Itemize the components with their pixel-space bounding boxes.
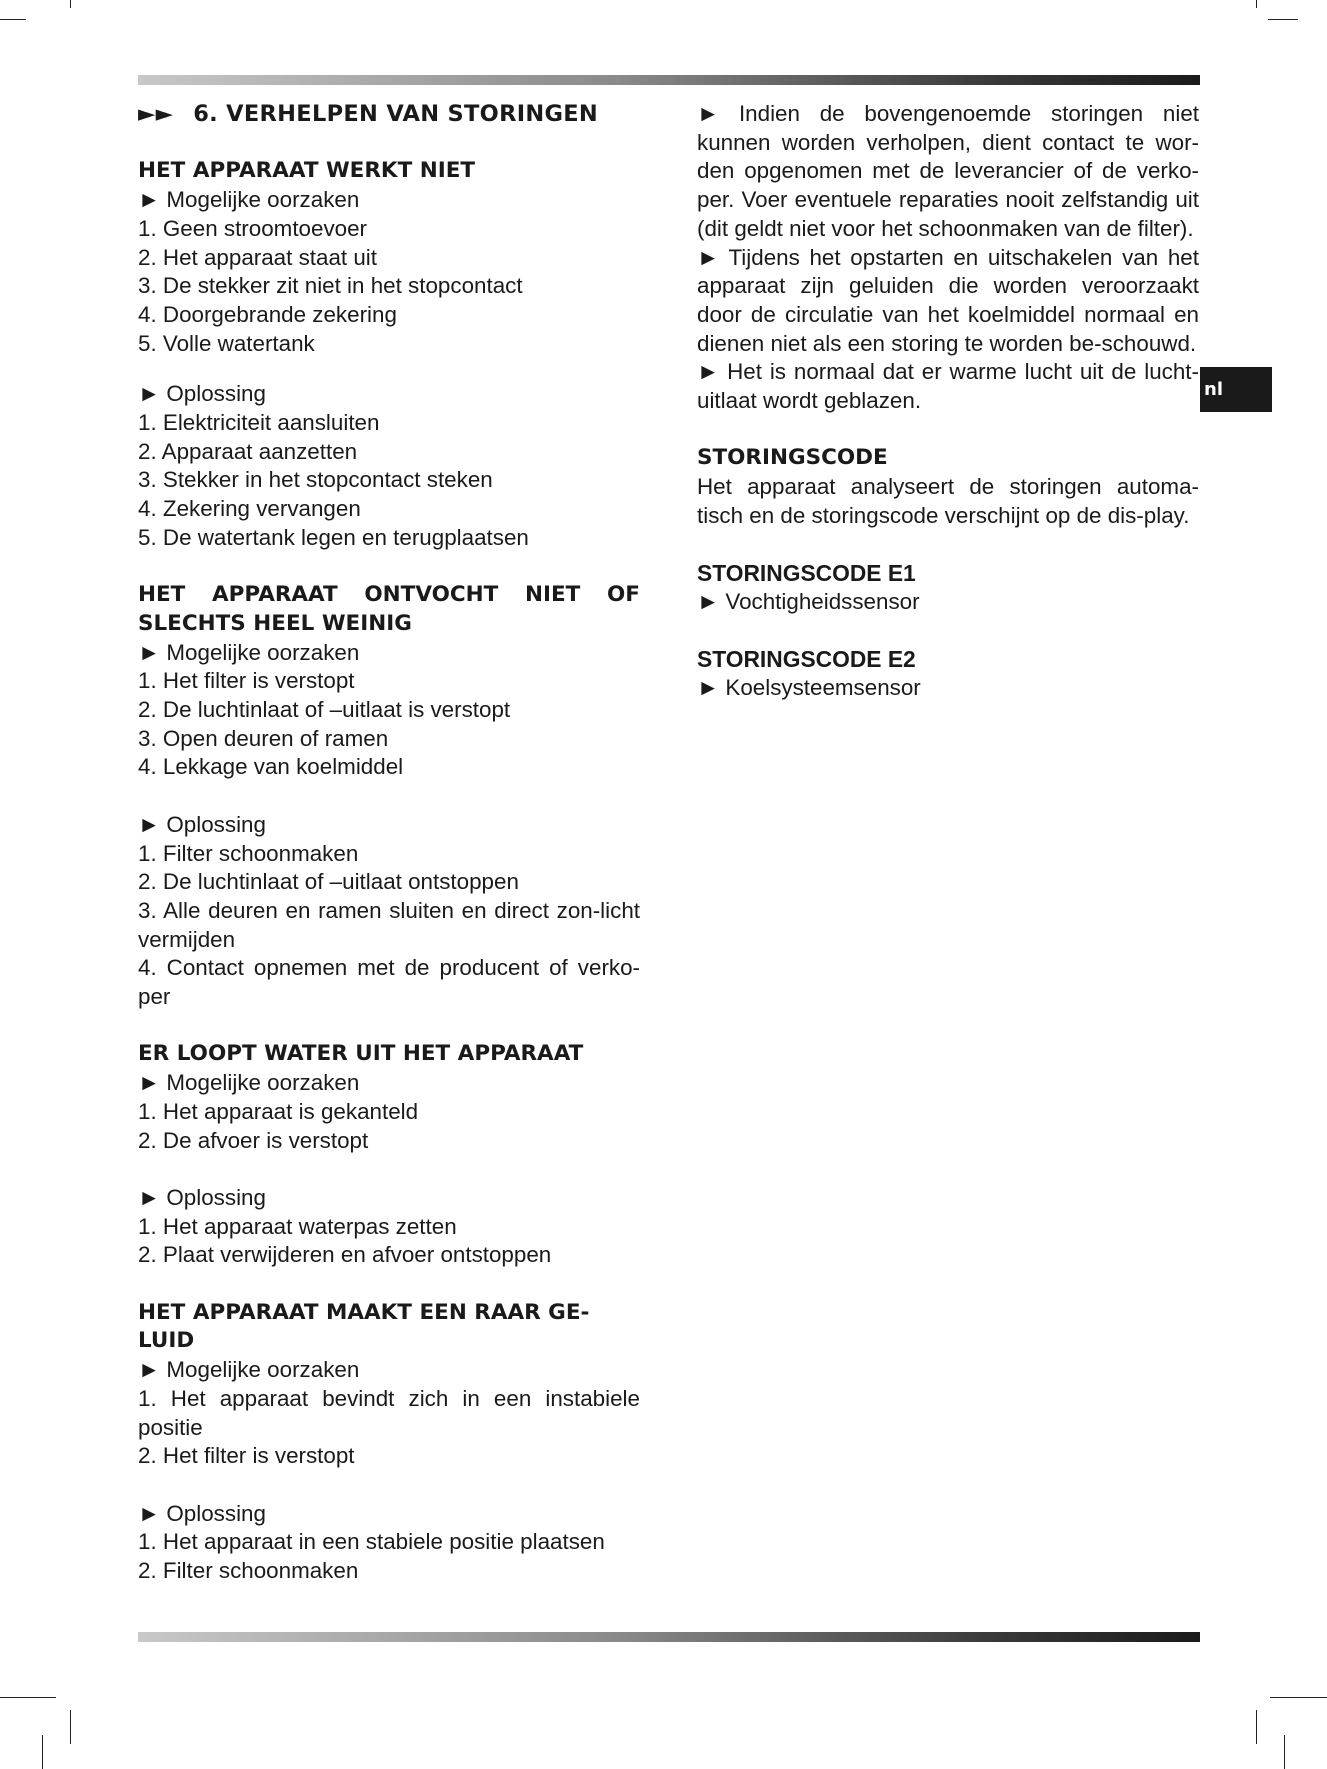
paragraph-warm-air: ► Het is normaal dat er warme lucht uit de lucht-uitlaat wordt geblazen.	[697, 359, 1199, 414]
crop-mark	[0, 1697, 56, 1698]
main-title	[138, 100, 640, 129]
list-item: 1. Het apparaat bevindt zich in een instabiele positie	[138, 1385, 640, 1440]
crop-mark	[1268, 19, 1298, 20]
list-item: 2. De luchtinlaat of –uitlaat is verstopt	[138, 697, 511, 723]
crop-mark	[70, 1710, 71, 1744]
crop-mark	[1284, 1735, 1285, 1769]
list-item: 2. Filter schoonmaken	[138, 1558, 359, 1584]
error-code-e1-item: ► Vochtigheidssensor	[697, 588, 920, 614]
solution-label: ► Oplossing	[138, 381, 266, 407]
list-item: 3. Alle deuren en ramen sluiten en direct zon-licht vermijden	[138, 897, 640, 952]
list-item: 2. Apparaat aanzetten	[138, 438, 358, 464]
crop-mark	[1256, 1710, 1257, 1744]
list-item: 4. Lekkage van koelmiddel	[138, 754, 404, 780]
causes-label: ► Mogelijke oorzaken	[138, 187, 360, 213]
section-heading: HET APPARAAT WERKT NIET	[138, 158, 476, 184]
section-water-leak	[138, 1040, 640, 1270]
crop-mark	[1270, 1697, 1327, 1698]
bottom-gradient-bar	[138, 1632, 1200, 1642]
list-item: 2. De luchtinlaat of –uitlaat ontstoppen	[138, 869, 519, 895]
left-column	[138, 100, 640, 1586]
crop-mark	[42, 1735, 43, 1769]
section-not-dehumidifying	[138, 581, 640, 1012]
paragraph-noise: ► Tijdens het opstarten en uitschakelen van het apparaat zijn geluiden die worden veroorzaakt door de circulatie van het koelmiddel normaal en dienen niet als een storing te worden be-schouwd.	[697, 244, 1199, 356]
main-title-text: 6. VERHELPEN VAN STORINGEN	[193, 101, 599, 127]
solution-label: ► Oplossing	[138, 1184, 266, 1210]
section-not-working	[138, 157, 640, 552]
error-code-e2-item: ► Koelsysteemsensor	[697, 675, 921, 701]
list-item: 3. Stekker in het stopcontact steken	[138, 467, 493, 493]
list-item: 1. Geen stroomtoevoer	[138, 215, 368, 241]
solution-label: ► Oplossing	[138, 811, 266, 837]
causes-label: ► Mogelijke oorzaken	[138, 1357, 360, 1383]
causes-label: ► Mogelijke oorzaken	[138, 1070, 360, 1096]
language-tab: nl	[1200, 367, 1272, 412]
error-code-e2-heading: STORINGSCODE E2	[697, 646, 916, 673]
crop-mark	[0, 19, 26, 20]
crop-mark	[70, 0, 71, 8]
section-heading: HET APPARAAT MAAKT EEN RAAR GE-LUID	[138, 1299, 590, 1354]
list-item: 3. De stekker zit niet in het stopcontact	[138, 273, 523, 299]
section-heading: ER LOOPT WATER UIT HET APPARAAT	[138, 1041, 584, 1067]
right-column	[697, 100, 1199, 703]
top-gradient-bar	[138, 75, 1200, 85]
list-item: 1. Filter schoonmaken	[138, 840, 359, 866]
list-item: 3. Open deuren of ramen	[138, 725, 389, 751]
error-code-e1-heading: STORINGSCODE E1	[697, 560, 916, 587]
list-item: 5. De watertank legen en terugplaatsen	[138, 524, 529, 550]
section-heading: HET APPARAAT ONTVOCHT NIET OF SLECHTS HEEL WEINIG	[138, 582, 640, 636]
list-item: 4. Doorgebrande zekering	[138, 301, 397, 327]
list-item: 2. De afvoer is verstopt	[138, 1127, 369, 1153]
list-item: 2. Het apparaat staat uit	[138, 244, 377, 270]
list-item: 1. Het filter is verstopt	[138, 668, 355, 694]
list-item: 2. Plaat verwijderen en afvoer ontstoppen	[138, 1242, 552, 1268]
list-item: 1. Het apparaat waterpas zetten	[138, 1213, 457, 1239]
list-item: 1. Elektriciteit aansluiten	[138, 410, 380, 436]
list-item: 4. Zekering vervangen	[138, 496, 361, 522]
list-item: 4. Contact opnemen met de producent of verko-per	[138, 955, 640, 1010]
list-item: 1. Het apparaat is gekanteld	[138, 1098, 419, 1124]
list-item: 5. Volle watertank	[138, 330, 315, 356]
double-arrow-icon: ►►	[138, 101, 174, 127]
error-code-heading: STORINGSCODE	[697, 445, 888, 471]
error-code-text: Het apparaat analyseert de storingen automa-tisch en de storingscode verschijnt op de dis-play.	[697, 474, 1199, 528]
paragraph-contact: ► Indien de bovengenoemde storingen niet kunnen worden verholpen, dient contact te wor-den opgenomen met de leverancier of de verko-per. Voer eventuele reparaties nooit zelfstandig uit (dit geldt niet voor het schoonmaken van de filter).	[697, 101, 1199, 241]
section-strange-noise	[138, 1299, 640, 1586]
solution-label: ► Oplossing	[138, 1500, 266, 1526]
list-item: 2. Het filter is verstopt	[138, 1443, 355, 1469]
list-item: 1. Het apparaat in een stabiele positie plaatsen	[138, 1529, 605, 1555]
crop-mark	[1256, 0, 1257, 8]
causes-label: ► Mogelijke oorzaken	[138, 639, 360, 665]
